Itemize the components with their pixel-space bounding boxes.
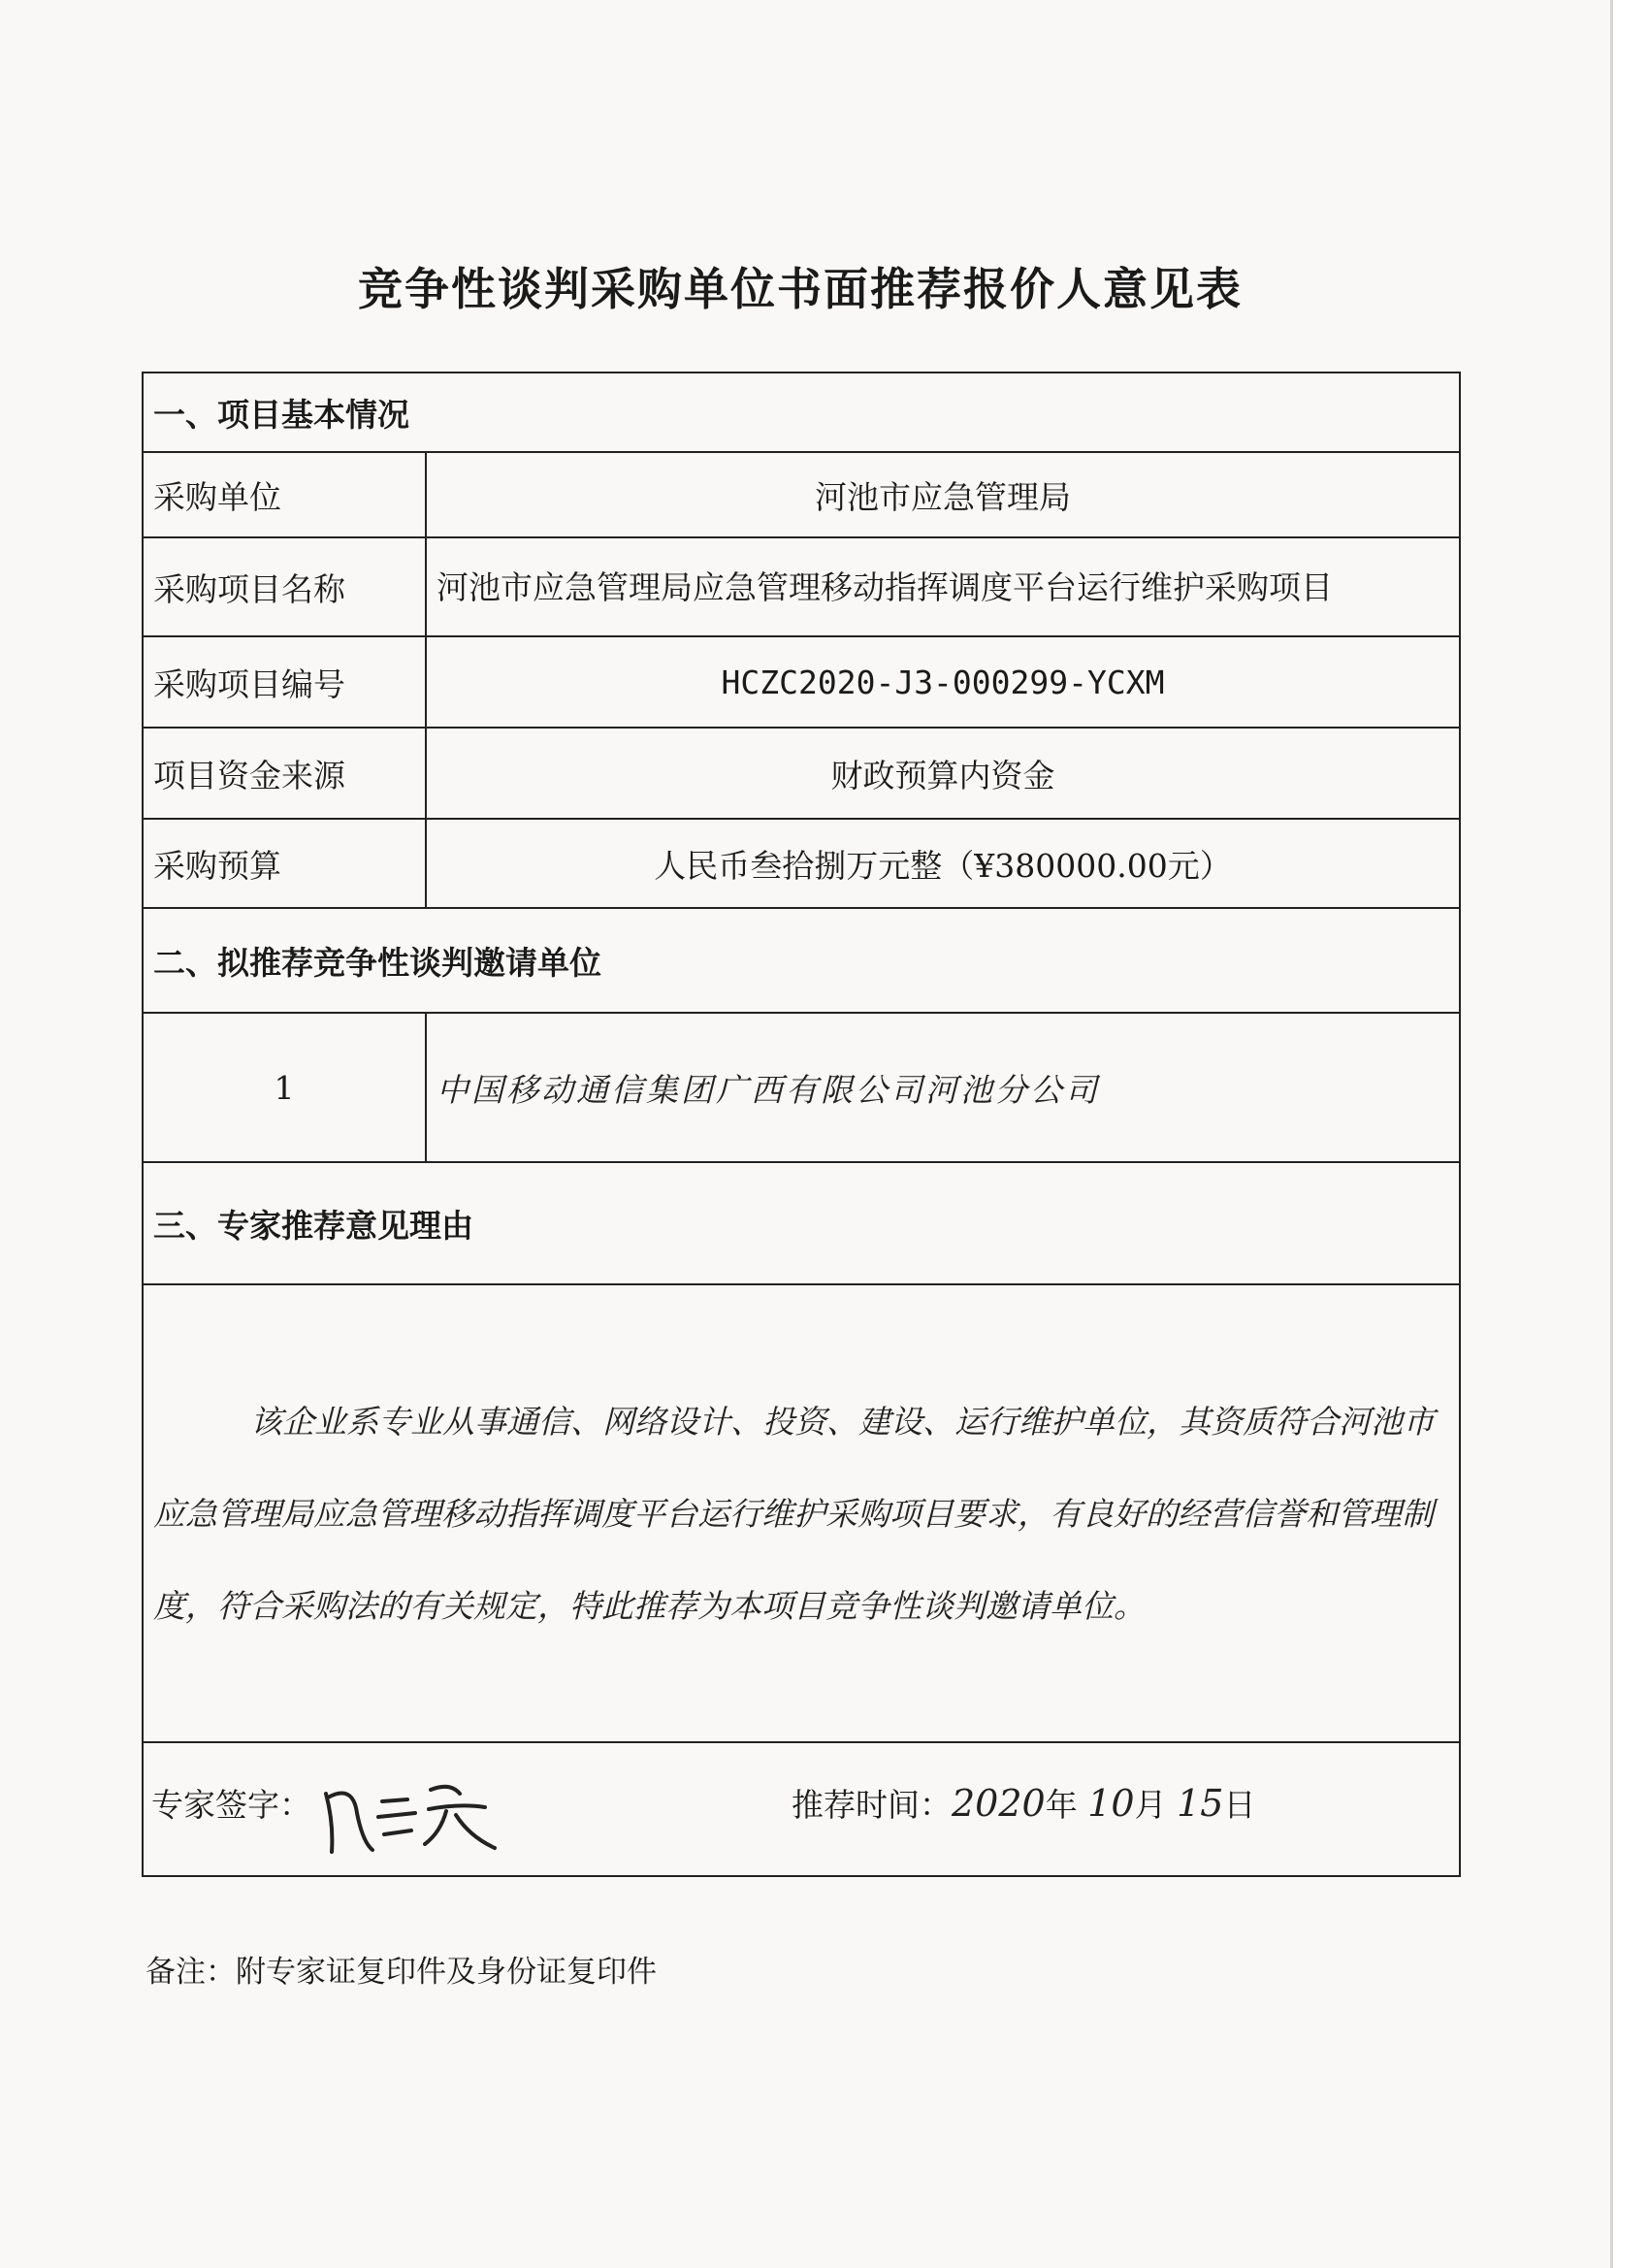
table-row [143, 452, 1460, 537]
row-value-project-number: HCZC2020-J3-000299-YCXM [426, 636, 1460, 728]
table-row [143, 1013, 1460, 1162]
row-label-purchaser: 采购单位 [143, 452, 426, 537]
row-value-budget: 人民币叁拾捌万元整（¥380000.00元） [426, 819, 1460, 908]
footnote: 备注：附专家证复印件及身份证复印件 [146, 1955, 657, 1990]
date-label: 推荐时间： [792, 1786, 952, 1824]
reason-row [143, 1284, 1460, 1742]
table-row [143, 819, 1460, 908]
unit-number: 1 [143, 1013, 426, 1162]
section-2-heading: 二、拟推荐竞争性谈判邀请单位 [143, 908, 1460, 1013]
date-day-suffix: 日 [1223, 1786, 1256, 1824]
section-3-heading: 三、专家推荐意见理由 [143, 1162, 1460, 1284]
date-day: 15 [1177, 1782, 1224, 1825]
recommend-date [792, 1780, 1255, 1826]
expert-reason-handwritten [143, 1284, 1460, 1742]
handwritten-signature-icon [314, 1755, 508, 1869]
page-title: 竞争性谈判采购单位书面推荐报价人意见表 [358, 263, 1243, 315]
row-label-project-number: 采购项目编号 [143, 636, 426, 728]
row-label-budget: 采购预算 [143, 819, 426, 908]
section-2-header-row [143, 908, 1460, 1013]
section-1-heading: 一、项目基本情况 [143, 373, 1460, 452]
date-month: 10 [1087, 1782, 1135, 1825]
row-label-fund-source: 项目资金来源 [143, 728, 426, 819]
table-row [143, 537, 1460, 636]
expert-signature-label: 专家签字： [151, 1786, 311, 1824]
row-value-project-name: 河池市应急管理局应急管理移动指挥调度平台运行维护采购项目 [426, 537, 1460, 636]
unit-name-handwritten: 中国移动通信集团广西有限公司河池分公司 [426, 1013, 1460, 1162]
section-3-header-row [143, 1162, 1460, 1284]
recommendation-form-table [142, 372, 1461, 1877]
date-month-suffix: 月 [1134, 1786, 1167, 1824]
section-1-header-row [143, 373, 1460, 452]
reason-text: 该企业系专业从事通信、网络设计、投资、建设、运行维护单位，其资质符合河池市应急管理局应急管理移动指挥调度平台运行维护采购项目要求，有良好的经营信誉和管理制度，符合采购法的有关规定，特此推荐为本项目竞争性谈判邀请单位。 [153, 1402, 1435, 1625]
row-value-purchaser: 河池市应急管理局 [426, 452, 1460, 537]
signature-row [143, 1742, 1460, 1876]
row-value-fund-source: 财政预算内资金 [426, 728, 1460, 819]
table-row [143, 636, 1460, 728]
row-label-project-name: 采购项目名称 [143, 537, 426, 636]
date-year: 2020 [952, 1782, 1046, 1825]
table-row [143, 728, 1460, 819]
date-year-suffix: 年 [1045, 1786, 1078, 1824]
